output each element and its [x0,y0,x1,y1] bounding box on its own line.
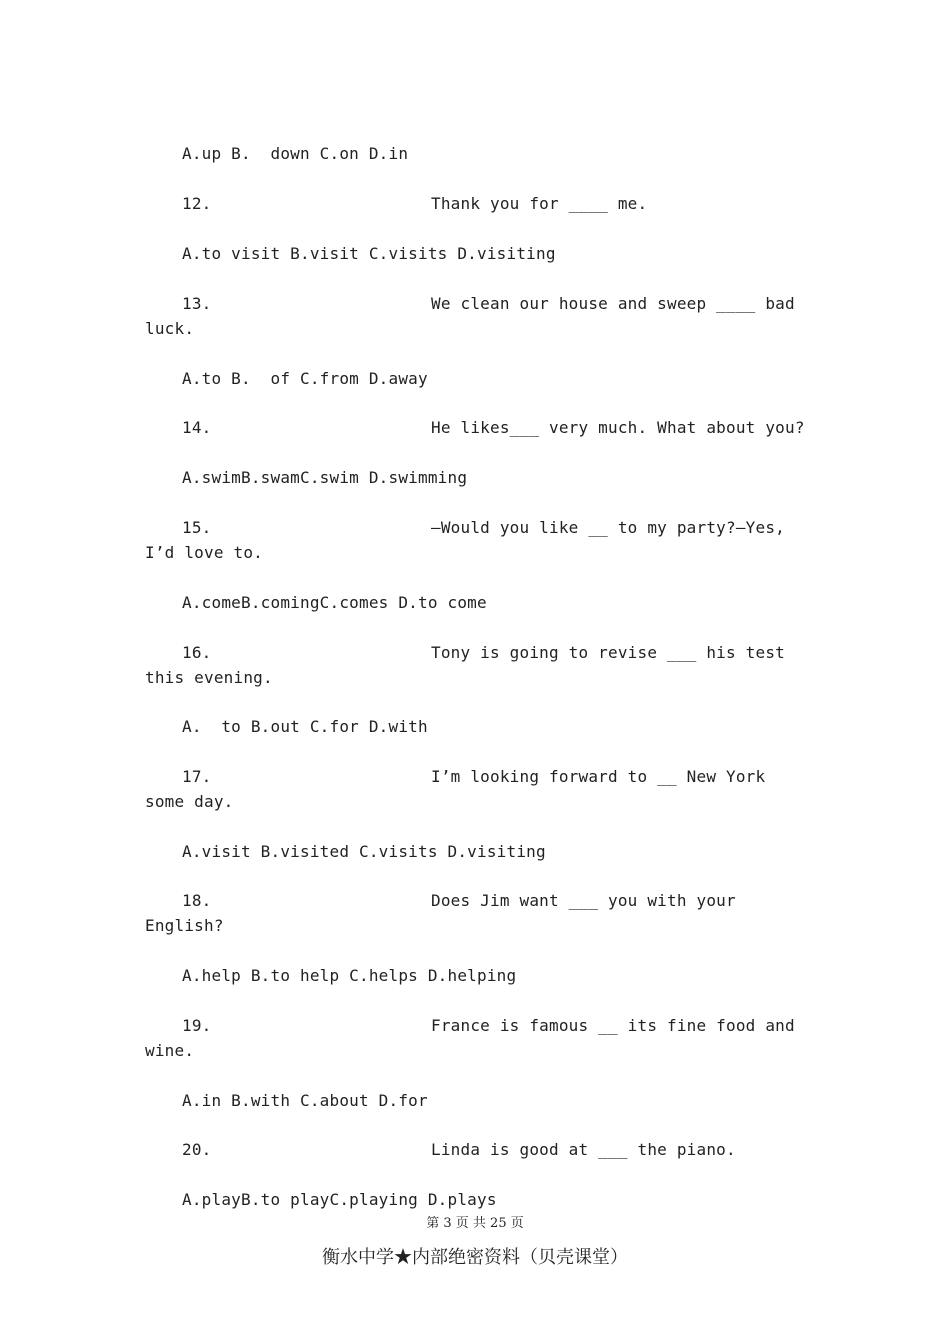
question-stem-18-continued: English? [145,916,224,935]
question-stem-20: Linda is good at ___ the piano. [431,1140,736,1159]
question-number-12: 12. [182,194,212,213]
question-stem-12: Thank you for ____ me. [431,194,648,213]
options-line-17: A.visit B.visited C.visits D.visiting [182,842,546,861]
options-line-20: A.playB.to playC.playing D.plays [182,1190,497,1209]
question-stem-17-continued: some day. [145,792,234,811]
question-number-17: 17. [182,767,212,786]
footer-note: 衡水中学★内部绝密资料（贝壳课堂） [322,1247,628,1268]
question-number-20: 20. [182,1140,212,1159]
options-line-15: A.comeB.comingC.comes D.to come [182,593,487,612]
question-stem-13-continued: luck. [145,319,195,338]
question-number-13: 13. [182,294,212,313]
question-stem-15: –Would you like __ to my party?—Yes, [431,518,785,537]
question-stem-18: Does Jim want ___ you with your [431,891,736,910]
options-line-16: A. to B.out C.for D.with [182,717,428,736]
question-number-16: 16. [182,643,212,662]
question-stem-14: He likes___ very much. What about you? [431,418,805,437]
question-stem-13: We clean our house and sweep ____ bad [431,294,795,313]
question-number-14: 14. [182,418,212,437]
question-number-19: 19. [182,1016,212,1035]
options-line-14: A.swimB.swamC.swim D.swimming [182,468,468,487]
options-line-19: A.in B.with C.about D.for [182,1091,428,1110]
question-number-18: 18. [182,891,212,910]
options-line-13: A.to B. of C.from D.away [182,369,428,388]
options-line-11: A.up B. down C.on D.in [182,144,409,163]
options-line-12: A.to visit B.visit C.visits D.visiting [182,244,556,263]
question-stem-19: France is famous __ its fine food and [431,1016,795,1035]
question-number-15: 15. [182,518,212,537]
question-stem-17: I’m looking forward to __ New York [431,767,766,786]
options-line-18: A.help B.to help C.helps D.helping [182,966,517,985]
question-stem-19-continued: wine. [145,1041,195,1060]
question-stem-15-continued: I’d love to. [145,543,263,562]
question-stem-16-continued: this evening. [145,668,273,687]
question-stem-16: Tony is going to revise ___ his test [431,643,785,662]
page-number: 第 3 页 共 25 页 [426,1216,524,1231]
